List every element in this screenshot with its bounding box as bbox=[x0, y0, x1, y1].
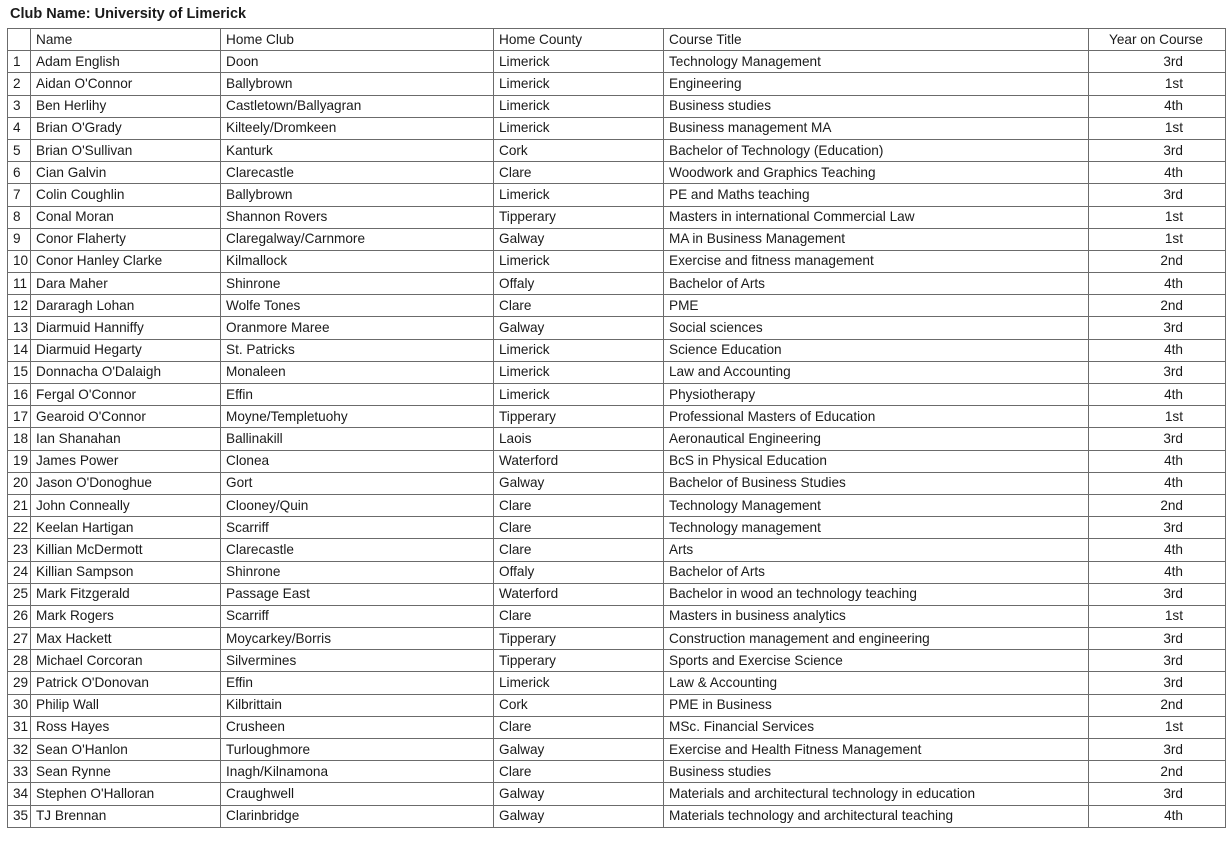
player-name-cell: Dara Maher bbox=[31, 273, 221, 295]
home-club-cell: Moyne/Templetuohy bbox=[221, 406, 494, 428]
home-county-cell: Limerick bbox=[494, 73, 664, 95]
table-row bbox=[8, 95, 1226, 117]
course-title-cell: Bachelor of Arts bbox=[664, 273, 1089, 295]
player-name-cell: Brian O'Grady bbox=[31, 117, 221, 139]
home-county-cell: Galway bbox=[494, 783, 664, 805]
course-title-cell: Arts bbox=[664, 539, 1089, 561]
year-on-course-cell: 3rd bbox=[1089, 139, 1226, 161]
course-title-cell: Technology management bbox=[664, 517, 1089, 539]
table-row bbox=[8, 384, 1226, 406]
row-number-cell: 29 bbox=[8, 672, 31, 694]
home-county-cell: Clare bbox=[494, 716, 664, 738]
home-county-cell: Galway bbox=[494, 228, 664, 250]
course-title-cell: Woodwork and Graphics Teaching bbox=[664, 162, 1089, 184]
row-number-cell: 14 bbox=[8, 339, 31, 361]
year-on-course-cell: 4th bbox=[1089, 162, 1226, 184]
row-number-cell: 16 bbox=[8, 384, 31, 406]
home-county-cell: Clare bbox=[494, 162, 664, 184]
roster-body bbox=[8, 51, 1226, 828]
row-number-cell: 10 bbox=[8, 250, 31, 272]
home-county-cell: Galway bbox=[494, 472, 664, 494]
home-club-cell: Clonea bbox=[221, 450, 494, 472]
player-name-cell: Sean O'Hanlon bbox=[31, 739, 221, 761]
course-title-cell: Bachelor of Business Studies bbox=[664, 472, 1089, 494]
table-row bbox=[8, 605, 1226, 627]
home-club-cell: Moycarkey/Borris bbox=[221, 628, 494, 650]
player-name-cell: Michael Corcoran bbox=[31, 650, 221, 672]
course-title-cell: Business studies bbox=[664, 95, 1089, 117]
home-club-cell: Monaleen bbox=[221, 361, 494, 383]
home-club-cell: Ballybrown bbox=[221, 184, 494, 206]
home-county-cell: Laois bbox=[494, 428, 664, 450]
table-row bbox=[8, 250, 1226, 272]
row-number-cell: 18 bbox=[8, 428, 31, 450]
course-title-cell: MSc. Financial Services bbox=[664, 716, 1089, 738]
course-title-cell: Business management MA bbox=[664, 117, 1089, 139]
year-on-course-cell: 3rd bbox=[1089, 650, 1226, 672]
home-club-cell: Scarriff bbox=[221, 605, 494, 627]
row-number-cell: 5 bbox=[8, 139, 31, 161]
year-on-course-cell: 4th bbox=[1089, 539, 1226, 561]
year-on-course-cell: 1st bbox=[1089, 73, 1226, 95]
year-on-course-cell: 3rd bbox=[1089, 672, 1226, 694]
row-number-cell: 21 bbox=[8, 494, 31, 516]
home-county-cell: Cork bbox=[494, 694, 664, 716]
table-row bbox=[8, 472, 1226, 494]
year-on-course-cell: 3rd bbox=[1089, 317, 1226, 339]
table-row bbox=[8, 51, 1226, 73]
row-number-cell: 1 bbox=[8, 51, 31, 73]
course-title-cell: Social sciences bbox=[664, 317, 1089, 339]
player-name-cell: Diarmuid Hegarty bbox=[31, 339, 221, 361]
table-row bbox=[8, 228, 1226, 250]
player-name-cell: Conor Hanley Clarke bbox=[31, 250, 221, 272]
home-county-cell: Clare bbox=[494, 761, 664, 783]
table-row bbox=[8, 295, 1226, 317]
home-club-cell: Shinrone bbox=[221, 273, 494, 295]
home-county-cell: Tipperary bbox=[494, 206, 664, 228]
player-name-cell: James Power bbox=[31, 450, 221, 472]
home-county-cell: Limerick bbox=[494, 117, 664, 139]
home-county-cell: Clare bbox=[494, 539, 664, 561]
row-number-cell: 2 bbox=[8, 73, 31, 95]
home-club-cell: Castletown/Ballyagran bbox=[221, 95, 494, 117]
row-number-cell: 34 bbox=[8, 783, 31, 805]
home-county-cell: Clare bbox=[494, 605, 664, 627]
course-title-cell: MA in Business Management bbox=[664, 228, 1089, 250]
home-club-cell: Claregalway/Carnmore bbox=[221, 228, 494, 250]
course-title-cell: Law and Accounting bbox=[664, 361, 1089, 383]
row-number-cell: 12 bbox=[8, 295, 31, 317]
home-county-cell: Clare bbox=[494, 295, 664, 317]
home-county-cell: Limerick bbox=[494, 250, 664, 272]
home-club-cell: Turloughmore bbox=[221, 739, 494, 761]
home-club-cell: Silvermines bbox=[221, 650, 494, 672]
course-title-cell: Law & Accounting bbox=[664, 672, 1089, 694]
player-name-cell: Ian Shanahan bbox=[31, 428, 221, 450]
table-row bbox=[8, 406, 1226, 428]
player-name-cell: Max Hackett bbox=[31, 628, 221, 650]
home-club-cell: Scarriff bbox=[221, 517, 494, 539]
home-club-cell: Wolfe Tones bbox=[221, 295, 494, 317]
course-title-cell: PE and Maths teaching bbox=[664, 184, 1089, 206]
row-number-cell: 23 bbox=[8, 539, 31, 561]
home-club-cell: Kilteely/Dromkeen bbox=[221, 117, 494, 139]
player-name-cell: Sean Rynne bbox=[31, 761, 221, 783]
row-number-cell: 30 bbox=[8, 694, 31, 716]
header-name: Name bbox=[31, 29, 221, 51]
row-number-cell: 17 bbox=[8, 406, 31, 428]
course-title-cell: Aeronautical Engineering bbox=[664, 428, 1089, 450]
year-on-course-cell: 3rd bbox=[1089, 583, 1226, 605]
course-title-cell: Professional Masters of Education bbox=[664, 406, 1089, 428]
row-number-cell: 13 bbox=[8, 317, 31, 339]
course-title-cell: Business studies bbox=[664, 761, 1089, 783]
table-row bbox=[8, 650, 1226, 672]
home-county-cell: Limerick bbox=[494, 51, 664, 73]
table-row bbox=[8, 361, 1226, 383]
year-on-course-cell: 4th bbox=[1089, 273, 1226, 295]
home-club-cell: Inagh/Kilnamona bbox=[221, 761, 494, 783]
row-number-cell: 19 bbox=[8, 450, 31, 472]
year-on-course-cell: 3rd bbox=[1089, 739, 1226, 761]
home-county-cell: Cork bbox=[494, 139, 664, 161]
home-club-cell: Craughwell bbox=[221, 783, 494, 805]
table-row bbox=[8, 783, 1226, 805]
row-number-cell: 3 bbox=[8, 95, 31, 117]
header-row bbox=[8, 29, 1226, 51]
row-number-cell: 31 bbox=[8, 716, 31, 738]
player-name-cell: Jason O'Donoghue bbox=[31, 472, 221, 494]
year-on-course-cell: 1st bbox=[1089, 716, 1226, 738]
header-year-on-course: Year on Course bbox=[1089, 29, 1226, 51]
header-home-county: Home County bbox=[494, 29, 664, 51]
year-on-course-cell: 3rd bbox=[1089, 184, 1226, 206]
home-club-cell: Kanturk bbox=[221, 139, 494, 161]
row-number-cell: 22 bbox=[8, 517, 31, 539]
year-on-course-cell: 3rd bbox=[1089, 517, 1226, 539]
table-row bbox=[8, 716, 1226, 738]
home-club-cell: Shannon Rovers bbox=[221, 206, 494, 228]
row-number-cell: 9 bbox=[8, 228, 31, 250]
table-row bbox=[8, 206, 1226, 228]
table-row bbox=[8, 317, 1226, 339]
home-club-cell: Kilbrittain bbox=[221, 694, 494, 716]
home-county-cell: Tipperary bbox=[494, 650, 664, 672]
row-number-cell: 25 bbox=[8, 583, 31, 605]
row-number-cell: 33 bbox=[8, 761, 31, 783]
year-on-course-cell: 3rd bbox=[1089, 428, 1226, 450]
player-name-cell: Ross Hayes bbox=[31, 716, 221, 738]
player-name-cell: Dararagh Lohan bbox=[31, 295, 221, 317]
course-title-cell: Engineering bbox=[664, 73, 1089, 95]
table-row bbox=[8, 517, 1226, 539]
home-county-cell: Waterford bbox=[494, 450, 664, 472]
year-on-course-cell: 2nd bbox=[1089, 694, 1226, 716]
home-club-cell: Gort bbox=[221, 472, 494, 494]
player-name-cell: Mark Rogers bbox=[31, 605, 221, 627]
table-row bbox=[8, 672, 1226, 694]
course-title-cell: Construction management and engineering bbox=[664, 628, 1089, 650]
home-club-cell: Clarecastle bbox=[221, 162, 494, 184]
table-row bbox=[8, 73, 1226, 95]
home-club-cell: Oranmore Maree bbox=[221, 317, 494, 339]
row-number-cell: 26 bbox=[8, 605, 31, 627]
player-name-cell: TJ Brennan bbox=[31, 805, 221, 827]
row-number-cell: 11 bbox=[8, 273, 31, 295]
course-title-cell: Science Education bbox=[664, 339, 1089, 361]
home-county-cell: Galway bbox=[494, 739, 664, 761]
table-row bbox=[8, 428, 1226, 450]
course-title-cell: BcS in Physical Education bbox=[664, 450, 1089, 472]
table-row bbox=[8, 805, 1226, 827]
course-title-cell: Bachelor of Technology (Education) bbox=[664, 139, 1089, 161]
course-title-cell: Physiotherapy bbox=[664, 384, 1089, 406]
table-row bbox=[8, 450, 1226, 472]
roster-table bbox=[7, 28, 1226, 828]
home-club-cell: Effin bbox=[221, 672, 494, 694]
table-row bbox=[8, 273, 1226, 295]
table-row bbox=[8, 694, 1226, 716]
year-on-course-cell: 4th bbox=[1089, 384, 1226, 406]
home-county-cell: Waterford bbox=[494, 583, 664, 605]
row-number-cell: 35 bbox=[8, 805, 31, 827]
course-title-cell: Bachelor of Arts bbox=[664, 561, 1089, 583]
course-title-cell: Materials and architectural technology in education bbox=[664, 783, 1089, 805]
row-number-cell: 7 bbox=[8, 184, 31, 206]
home-club-cell: Kilmallock bbox=[221, 250, 494, 272]
header-number bbox=[8, 29, 31, 51]
row-number-cell: 24 bbox=[8, 561, 31, 583]
year-on-course-cell: 1st bbox=[1089, 228, 1226, 250]
player-name-cell: Adam English bbox=[31, 51, 221, 73]
year-on-course-cell: 3rd bbox=[1089, 783, 1226, 805]
row-number-cell: 27 bbox=[8, 628, 31, 650]
course-title-cell: Exercise and fitness management bbox=[664, 250, 1089, 272]
year-on-course-cell: 1st bbox=[1089, 605, 1226, 627]
table-row bbox=[8, 184, 1226, 206]
table-row bbox=[8, 339, 1226, 361]
home-county-cell: Tipperary bbox=[494, 628, 664, 650]
row-number-cell: 28 bbox=[8, 650, 31, 672]
table-row bbox=[8, 561, 1226, 583]
home-club-cell: Clarinbridge bbox=[221, 805, 494, 827]
player-name-cell: Killian McDermott bbox=[31, 539, 221, 561]
year-on-course-cell: 3rd bbox=[1089, 628, 1226, 650]
home-club-cell: Clooney/Quin bbox=[221, 494, 494, 516]
year-on-course-cell: 2nd bbox=[1089, 761, 1226, 783]
row-number-cell: 8 bbox=[8, 206, 31, 228]
header-course-title: Course Title bbox=[664, 29, 1089, 51]
year-on-course-cell: 4th bbox=[1089, 95, 1226, 117]
year-on-course-cell: 4th bbox=[1089, 472, 1226, 494]
course-title-cell: Technology Management bbox=[664, 51, 1089, 73]
table-row bbox=[8, 494, 1226, 516]
header-home-club: Home Club bbox=[221, 29, 494, 51]
row-number-cell: 20 bbox=[8, 472, 31, 494]
year-on-course-cell: 3rd bbox=[1089, 361, 1226, 383]
table-row bbox=[8, 162, 1226, 184]
player-name-cell: Conal Moran bbox=[31, 206, 221, 228]
year-on-course-cell: 1st bbox=[1089, 406, 1226, 428]
course-title-cell: Materials technology and architectural teaching bbox=[664, 805, 1089, 827]
table-row bbox=[8, 628, 1226, 650]
course-title-cell: PME bbox=[664, 295, 1089, 317]
player-name-cell: Brian O'Sullivan bbox=[31, 139, 221, 161]
player-name-cell: Gearoid O'Connor bbox=[31, 406, 221, 428]
home-county-cell: Galway bbox=[494, 805, 664, 827]
year-on-course-cell: 1st bbox=[1089, 117, 1226, 139]
row-number-cell: 6 bbox=[8, 162, 31, 184]
home-county-cell: Limerick bbox=[494, 339, 664, 361]
row-number-cell: 4 bbox=[8, 117, 31, 139]
player-name-cell: Killian Sampson bbox=[31, 561, 221, 583]
home-club-cell: Ballybrown bbox=[221, 73, 494, 95]
player-name-cell: John Conneally bbox=[31, 494, 221, 516]
year-on-course-cell: 4th bbox=[1089, 805, 1226, 827]
home-club-cell: Doon bbox=[221, 51, 494, 73]
home-county-cell: Limerick bbox=[494, 184, 664, 206]
home-county-cell: Galway bbox=[494, 317, 664, 339]
player-name-cell: Mark Fitzgerald bbox=[31, 583, 221, 605]
home-county-cell: Offaly bbox=[494, 273, 664, 295]
home-county-cell: Clare bbox=[494, 494, 664, 516]
course-title-cell: Exercise and Health Fitness Management bbox=[664, 739, 1089, 761]
year-on-course-cell: 2nd bbox=[1089, 494, 1226, 516]
player-name-cell: Fergal O'Connor bbox=[31, 384, 221, 406]
year-on-course-cell: 4th bbox=[1089, 561, 1226, 583]
table-row bbox=[8, 583, 1226, 605]
course-title-cell: PME in Business bbox=[664, 694, 1089, 716]
year-on-course-cell: 2nd bbox=[1089, 295, 1226, 317]
course-title-cell: Masters in international Commercial Law bbox=[664, 206, 1089, 228]
home-club-cell: Clarecastle bbox=[221, 539, 494, 561]
home-club-cell: Crusheen bbox=[221, 716, 494, 738]
table-row bbox=[8, 539, 1226, 561]
home-county-cell: Offaly bbox=[494, 561, 664, 583]
year-on-course-cell: 4th bbox=[1089, 339, 1226, 361]
home-club-cell: Shinrone bbox=[221, 561, 494, 583]
player-name-cell: Ben Herlihy bbox=[31, 95, 221, 117]
player-name-cell: Stephen O'Halloran bbox=[31, 783, 221, 805]
home-club-cell: Ballinakill bbox=[221, 428, 494, 450]
player-name-cell: Colin Coughlin bbox=[31, 184, 221, 206]
home-county-cell: Limerick bbox=[494, 361, 664, 383]
home-club-cell: Effin bbox=[221, 384, 494, 406]
player-name-cell: Diarmuid Hanniffy bbox=[31, 317, 221, 339]
player-name-cell: Aidan O'Connor bbox=[31, 73, 221, 95]
home-county-cell: Limerick bbox=[494, 384, 664, 406]
player-name-cell: Keelan Hartigan bbox=[31, 517, 221, 539]
year-on-course-cell: 3rd bbox=[1089, 51, 1226, 73]
home-club-cell: St. Patricks bbox=[221, 339, 494, 361]
table-row bbox=[8, 139, 1226, 161]
home-county-cell: Tipperary bbox=[494, 406, 664, 428]
player-name-cell: Donnacha O'Dalaigh bbox=[31, 361, 221, 383]
table-row bbox=[8, 739, 1226, 761]
course-title-cell: Sports and Exercise Science bbox=[664, 650, 1089, 672]
year-on-course-cell: 1st bbox=[1089, 206, 1226, 228]
home-club-cell: Passage East bbox=[221, 583, 494, 605]
player-name-cell: Cian Galvin bbox=[31, 162, 221, 184]
course-title-cell: Masters in business analytics bbox=[664, 605, 1089, 627]
table-row bbox=[8, 117, 1226, 139]
table-row bbox=[8, 761, 1226, 783]
player-name-cell: Philip Wall bbox=[31, 694, 221, 716]
course-title-cell: Bachelor in wood an technology teaching bbox=[664, 583, 1089, 605]
course-title-cell: Technology Management bbox=[664, 494, 1089, 516]
player-name-cell: Conor Flaherty bbox=[31, 228, 221, 250]
player-name-cell: Patrick O'Donovan bbox=[31, 672, 221, 694]
home-county-cell: Clare bbox=[494, 517, 664, 539]
club-name-title: Club Name: University of Limerick bbox=[10, 6, 247, 22]
year-on-course-cell: 4th bbox=[1089, 450, 1226, 472]
home-county-cell: Limerick bbox=[494, 95, 664, 117]
row-number-cell: 15 bbox=[8, 361, 31, 383]
year-on-course-cell: 2nd bbox=[1089, 250, 1226, 272]
home-county-cell: Limerick bbox=[494, 672, 664, 694]
row-number-cell: 32 bbox=[8, 739, 31, 761]
